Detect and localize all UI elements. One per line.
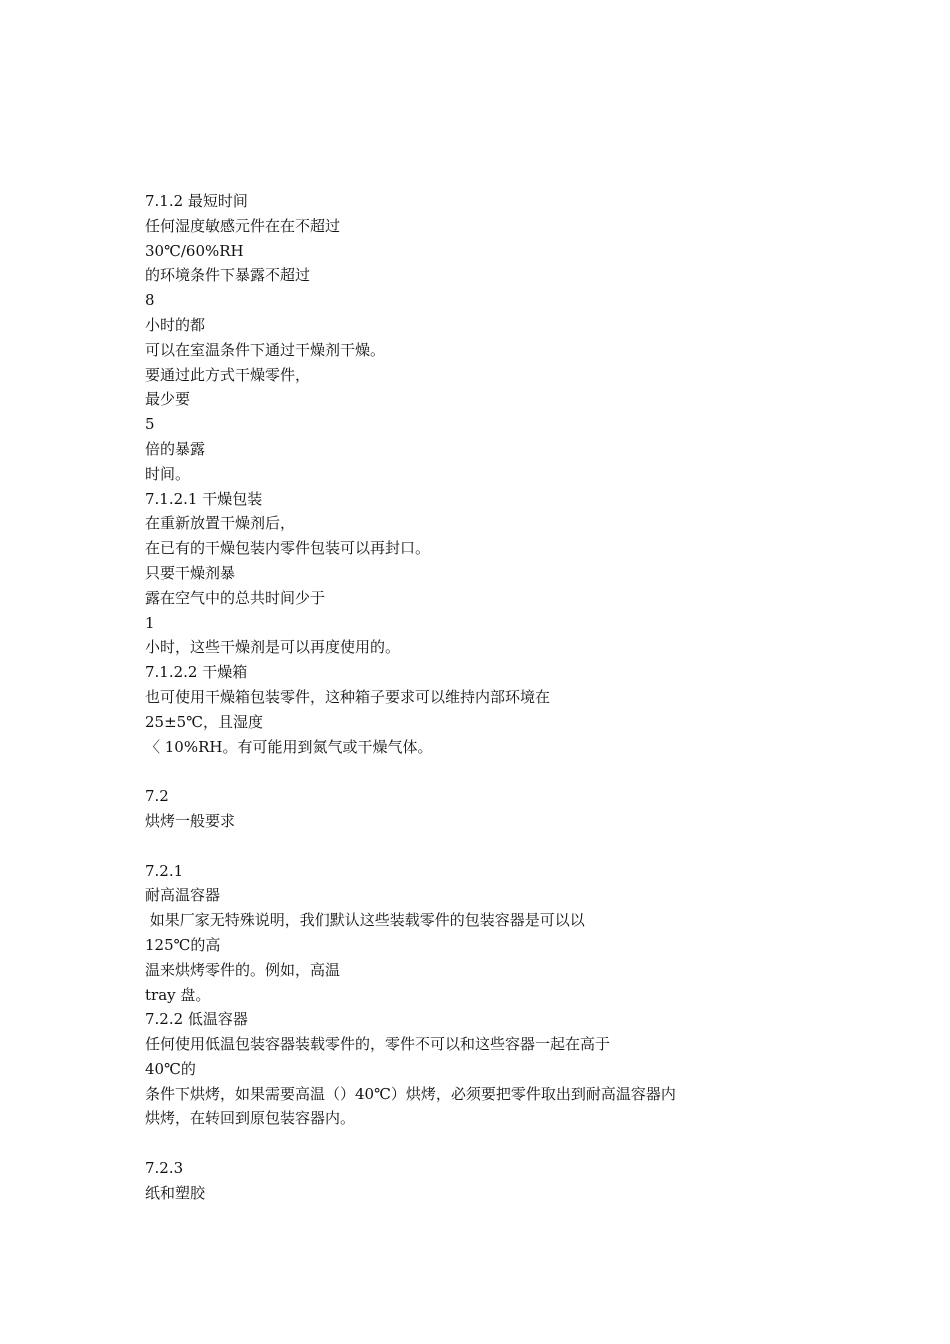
text-line: 40℃的	[145, 1059, 196, 1078]
text-line: 7.2.3	[145, 1159, 184, 1178]
text-line: 7.2.1	[145, 861, 184, 880]
text-line: 7.2.2 低温容器	[145, 1010, 248, 1029]
text-line: 在已有的干燥包装内零件包装可以再封口。	[145, 539, 431, 558]
blank-line	[145, 834, 905, 859]
text-line: 7.1.2.1 干燥包装	[145, 489, 263, 508]
blank-line	[145, 759, 905, 784]
text-line: 〈 10%RH。有可能用到氮气或干燥气体。	[145, 737, 433, 756]
text-line: 125℃的高	[145, 935, 221, 954]
text-line: 1	[145, 613, 155, 632]
text-line: 5	[145, 415, 155, 434]
text-line: 耐高温容器	[145, 886, 221, 905]
text-line: 在重新放置干燥剂后，	[145, 514, 296, 533]
document-body	[145, 189, 905, 1206]
text-line: 可以在室温条件下通过干燥剂干燥。	[145, 340, 386, 359]
text-line: 如果厂家无特殊说明，我们默认这些装载零件的包装容器是可以以	[145, 911, 585, 930]
text-line: 7.1.2 最短时间	[145, 192, 248, 210]
text-line: 的环境条件下暴露不超过	[145, 266, 311, 285]
text-line: 也可使用干燥箱包装零件，这种箱子要求可以维持内部环境在	[145, 687, 551, 706]
text-line: 要通过此方式干燥零件，	[145, 365, 311, 384]
blank-line	[145, 1131, 905, 1156]
text-line: 露在空气中的总共时间少于	[145, 588, 326, 607]
text-line: 任何湿度敏感元件在在不超过	[145, 216, 341, 235]
text-line: 烘烤，在转回到原包装容器内。	[145, 1109, 356, 1128]
text-line: 30℃/60%RH	[145, 241, 244, 260]
text-line: 任何使用低温包装容器装载零件的，零件不可以和这些容器一起在高于	[145, 1035, 611, 1054]
text-line: 7.1.2.2 干燥箱	[145, 663, 248, 682]
text-line: 条件下烘烤，如果需要高温（）40℃）烘烤，必须要把零件取出到耐高温容器内	[145, 1084, 676, 1103]
text-line: 小时的都	[145, 315, 206, 334]
text-line: tray 盘。	[145, 985, 211, 1004]
text-line: 温来烘烤零件的。例如，高温	[145, 960, 341, 979]
text-line: 时间。	[145, 464, 191, 483]
text-line: 8	[145, 291, 155, 310]
text-line: 只要干燥剂暴	[145, 563, 236, 582]
text-line: 25±5℃，且湿度	[145, 712, 263, 731]
text-line: 7.2	[145, 787, 169, 806]
text-line: 烘烤一般要求	[145, 811, 236, 830]
text-line: 倍的暴露	[145, 439, 206, 458]
text-line: 最少要	[145, 390, 191, 409]
text-line: 纸和塑胶	[145, 1183, 206, 1202]
text-line: 小时，这些干燥剂是可以再度使用的。	[145, 638, 401, 657]
